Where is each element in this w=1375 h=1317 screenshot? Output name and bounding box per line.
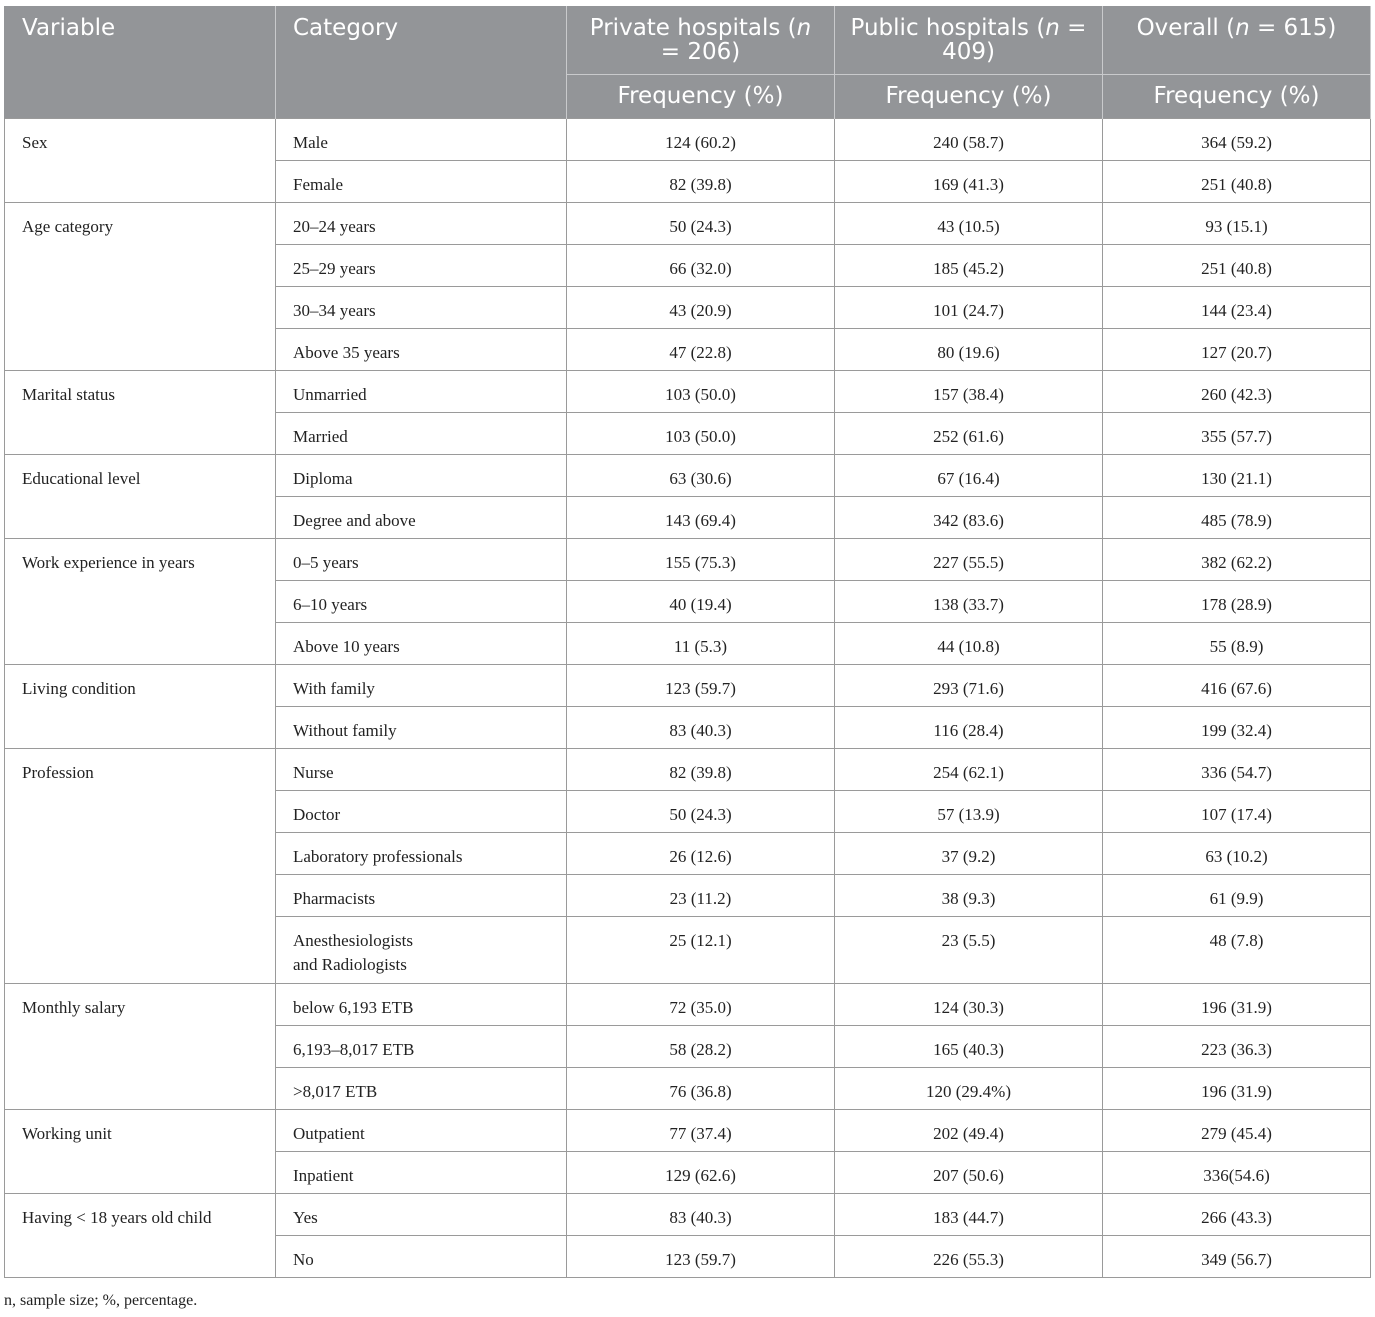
overall-frequency-cell: 355 (57.7) <box>1103 412 1371 454</box>
variable-cell: Having < 18 years old child <box>5 1193 276 1277</box>
variable-cell: Working unit <box>5 1109 276 1193</box>
table-header <box>5 6 1371 118</box>
category-cell: Married <box>276 412 567 454</box>
public-frequency-cell: 116 (28.4) <box>835 706 1103 748</box>
public-frequency-cell: 254 (62.1) <box>835 748 1103 790</box>
category-cell: Yes <box>276 1193 567 1235</box>
category-cell: 30–34 years <box>276 286 567 328</box>
category-cell: below 6,193 ETB <box>276 983 567 1025</box>
overall-frequency-cell: 279 (45.4) <box>1103 1109 1371 1151</box>
category-cell: 20–24 years <box>276 202 567 244</box>
category-cell: With family <box>276 664 567 706</box>
variable-cell: Age category <box>5 202 276 370</box>
private-frequency-cell: 47 (22.8) <box>567 328 835 370</box>
private-frequency-cell: 66 (32.0) <box>567 244 835 286</box>
category-cell: Above 10 years <box>276 622 567 664</box>
table-row <box>5 1193 1371 1235</box>
overall-frequency-cell: 260 (42.3) <box>1103 370 1371 412</box>
public-frequency-cell: 240 (58.7) <box>835 118 1103 160</box>
overall-frequency-cell: 63 (10.2) <box>1103 832 1371 874</box>
overall-frequency-cell: 251 (40.8) <box>1103 244 1371 286</box>
subheader-overall: Frequency (%) <box>1103 74 1371 118</box>
table-row <box>5 538 1371 580</box>
public-frequency-cell: 202 (49.4) <box>835 1109 1103 1151</box>
overall-frequency-cell: 199 (32.4) <box>1103 706 1371 748</box>
header-category: Category <box>276 6 567 118</box>
private-frequency-cell: 50 (24.3) <box>567 790 835 832</box>
public-frequency-cell: 342 (83.6) <box>835 496 1103 538</box>
variable-cell: Sex <box>5 118 276 202</box>
category-cell: 0–5 years <box>276 538 567 580</box>
public-frequency-cell: 37 (9.2) <box>835 832 1103 874</box>
category-cell: Male <box>276 118 567 160</box>
private-frequency-cell: 63 (30.6) <box>567 454 835 496</box>
table-row <box>5 202 1371 244</box>
variable-cell: Profession <box>5 748 276 983</box>
public-frequency-cell: 183 (44.7) <box>835 1193 1103 1235</box>
private-frequency-cell: 82 (39.8) <box>567 160 835 202</box>
header-variable: Variable <box>5 6 276 118</box>
public-frequency-cell: 138 (33.7) <box>835 580 1103 622</box>
public-frequency-cell: 207 (50.6) <box>835 1151 1103 1193</box>
public-frequency-cell: 101 (24.7) <box>835 286 1103 328</box>
private-frequency-cell: 40 (19.4) <box>567 580 835 622</box>
variable-cell: Monthly salary <box>5 983 276 1109</box>
table-row <box>5 370 1371 412</box>
overall-frequency-cell: 485 (78.9) <box>1103 496 1371 538</box>
category-cell: Female <box>276 160 567 202</box>
public-frequency-cell: 226 (55.3) <box>835 1235 1103 1277</box>
private-frequency-cell: 82 (39.8) <box>567 748 835 790</box>
overall-frequency-cell: 178 (28.9) <box>1103 580 1371 622</box>
overall-frequency-cell: 196 (31.9) <box>1103 1067 1371 1109</box>
public-frequency-cell: 124 (30.3) <box>835 983 1103 1025</box>
private-frequency-cell: 58 (28.2) <box>567 1025 835 1067</box>
category-cell: 25–29 years <box>276 244 567 286</box>
header-private: Private hospitals (n = 206) <box>567 6 835 74</box>
private-frequency-cell: 129 (62.6) <box>567 1151 835 1193</box>
overall-frequency-cell: 349 (56.7) <box>1103 1235 1371 1277</box>
private-frequency-cell: 103 (50.0) <box>567 370 835 412</box>
public-frequency-cell: 120 (29.4%) <box>835 1067 1103 1109</box>
overall-frequency-cell: 61 (9.9) <box>1103 874 1371 916</box>
overall-frequency-cell: 107 (17.4) <box>1103 790 1371 832</box>
category-cell: >8,017 ETB <box>276 1067 567 1109</box>
category-cell: Doctor <box>276 790 567 832</box>
table-row <box>5 983 1371 1025</box>
private-frequency-cell: 77 (37.4) <box>567 1109 835 1151</box>
table-row <box>5 1109 1371 1151</box>
private-frequency-cell: 124 (60.2) <box>567 118 835 160</box>
category-cell: Pharmacists <box>276 874 567 916</box>
category-cell: Anesthesiologists and Radiologists <box>276 916 567 983</box>
overall-frequency-cell: 55 (8.9) <box>1103 622 1371 664</box>
private-frequency-cell: 83 (40.3) <box>567 1193 835 1235</box>
private-frequency-cell: 23 (11.2) <box>567 874 835 916</box>
public-frequency-cell: 38 (9.3) <box>835 874 1103 916</box>
overall-frequency-cell: 48 (7.8) <box>1103 916 1371 983</box>
overall-frequency-cell: 144 (23.4) <box>1103 286 1371 328</box>
public-frequency-cell: 252 (61.6) <box>835 412 1103 454</box>
table-row <box>5 118 1371 160</box>
private-frequency-cell: 43 (20.9) <box>567 286 835 328</box>
overall-frequency-cell: 127 (20.7) <box>1103 328 1371 370</box>
overall-frequency-cell: 196 (31.9) <box>1103 983 1371 1025</box>
private-frequency-cell: 25 (12.1) <box>567 916 835 983</box>
category-cell: Laboratory professionals <box>276 832 567 874</box>
category-cell: Inpatient <box>276 1151 567 1193</box>
public-frequency-cell: 185 (45.2) <box>835 244 1103 286</box>
private-frequency-cell: 76 (36.8) <box>567 1067 835 1109</box>
private-frequency-cell: 26 (12.6) <box>567 832 835 874</box>
public-frequency-cell: 67 (16.4) <box>835 454 1103 496</box>
demographics-table <box>4 6 1371 1278</box>
public-frequency-cell: 57 (13.9) <box>835 790 1103 832</box>
overall-frequency-cell: 364 (59.2) <box>1103 118 1371 160</box>
overall-frequency-cell: 416 (67.6) <box>1103 664 1371 706</box>
private-frequency-cell: 83 (40.3) <box>567 706 835 748</box>
category-cell: Unmarried <box>276 370 567 412</box>
overall-frequency-cell: 266 (43.3) <box>1103 1193 1371 1235</box>
public-frequency-cell: 293 (71.6) <box>835 664 1103 706</box>
overall-frequency-cell: 130 (21.1) <box>1103 454 1371 496</box>
table-row <box>5 664 1371 706</box>
private-frequency-cell: 123 (59.7) <box>567 1235 835 1277</box>
category-cell: Degree and above <box>276 496 567 538</box>
category-cell: Nurse <box>276 748 567 790</box>
public-frequency-cell: 23 (5.5) <box>835 916 1103 983</box>
private-frequency-cell: 155 (75.3) <box>567 538 835 580</box>
overall-frequency-cell: 382 (62.2) <box>1103 538 1371 580</box>
public-frequency-cell: 227 (55.5) <box>835 538 1103 580</box>
overall-frequency-cell: 336(54.6) <box>1103 1151 1371 1193</box>
private-frequency-cell: 50 (24.3) <box>567 202 835 244</box>
category-cell: Without family <box>276 706 567 748</box>
public-frequency-cell: 80 (19.6) <box>835 328 1103 370</box>
category-cell: 6,193–8,017 ETB <box>276 1025 567 1067</box>
table-row <box>5 748 1371 790</box>
category-cell: Outpatient <box>276 1109 567 1151</box>
overall-frequency-cell: 93 (15.1) <box>1103 202 1371 244</box>
private-frequency-cell: 103 (50.0) <box>567 412 835 454</box>
category-cell: Diploma <box>276 454 567 496</box>
variable-cell: Living condition <box>5 664 276 748</box>
public-frequency-cell: 165 (40.3) <box>835 1025 1103 1067</box>
public-frequency-cell: 169 (41.3) <box>835 160 1103 202</box>
private-frequency-cell: 143 (69.4) <box>567 496 835 538</box>
category-cell: 6–10 years <box>276 580 567 622</box>
private-frequency-cell: 11 (5.3) <box>567 622 835 664</box>
table-row <box>5 454 1371 496</box>
overall-frequency-cell: 251 (40.8) <box>1103 160 1371 202</box>
category-cell: No <box>276 1235 567 1277</box>
variable-cell: Marital status <box>5 370 276 454</box>
subheader-private: Frequency (%) <box>567 74 835 118</box>
variable-cell: Educational level <box>5 454 276 538</box>
header-overall: Overall (n = 615) <box>1103 6 1371 74</box>
category-cell: Above 35 years <box>276 328 567 370</box>
subheader-public: Frequency (%) <box>835 74 1103 118</box>
overall-frequency-cell: 336 (54.7) <box>1103 748 1371 790</box>
private-frequency-cell: 72 (35.0) <box>567 983 835 1025</box>
overall-frequency-cell: 223 (36.3) <box>1103 1025 1371 1067</box>
public-frequency-cell: 43 (10.5) <box>835 202 1103 244</box>
public-frequency-cell: 157 (38.4) <box>835 370 1103 412</box>
private-frequency-cell: 123 (59.7) <box>567 664 835 706</box>
public-frequency-cell: 44 (10.8) <box>835 622 1103 664</box>
variable-cell: Work experience in years <box>5 538 276 664</box>
table-footnote: n, sample size; %, percentage. <box>4 1292 198 1309</box>
table-body <box>5 118 1371 1277</box>
header-public: Public hospitals (n = 409) <box>835 6 1103 74</box>
